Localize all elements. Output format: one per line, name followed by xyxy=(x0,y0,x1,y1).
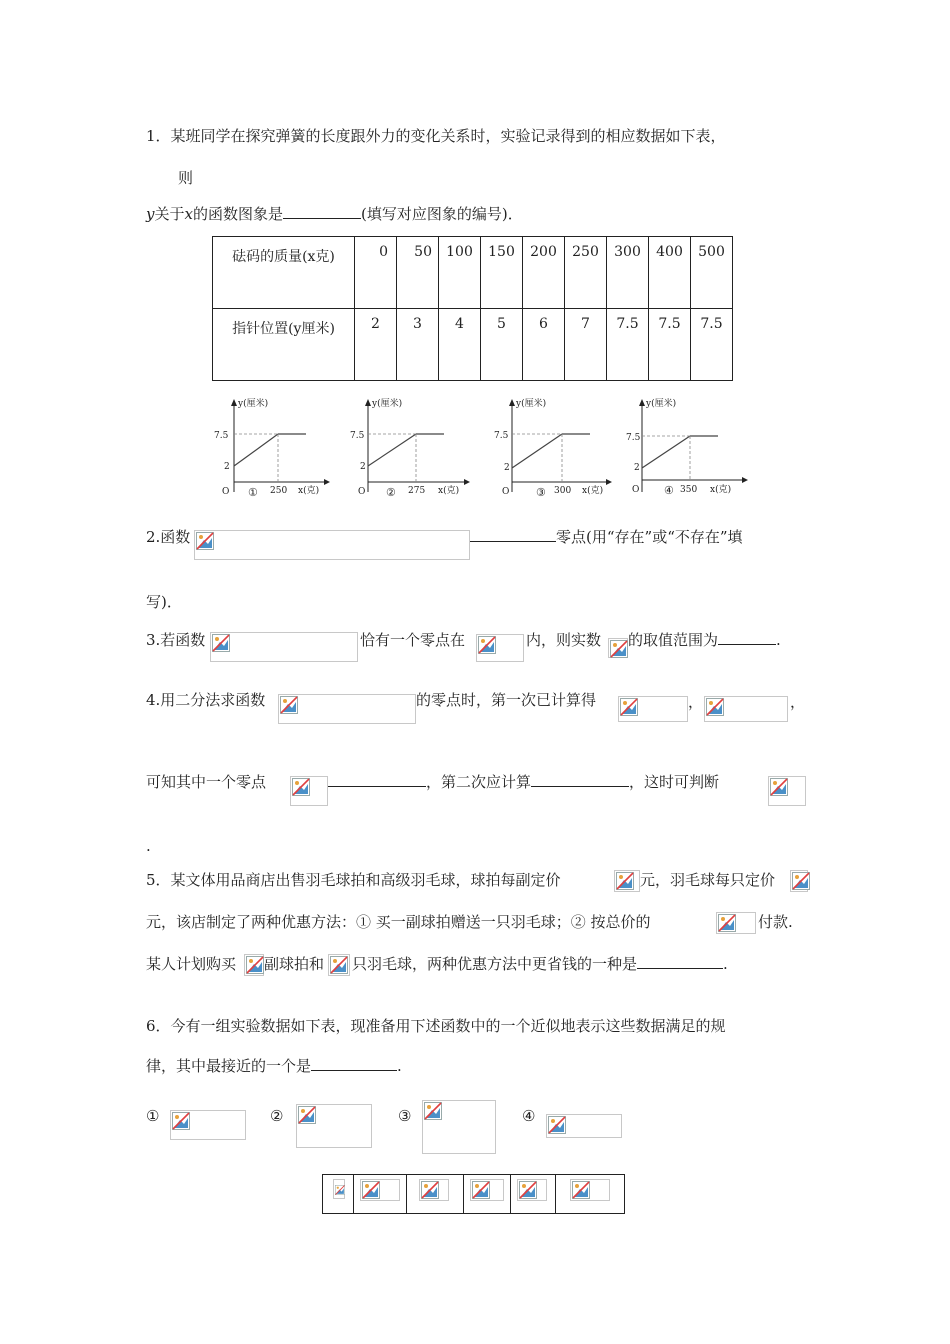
q3-text-b: 恰有一个零点在 xyxy=(360,631,466,649)
table-cell: 5 xyxy=(481,309,523,381)
q6-text-b: 律，其中最接近的一个是 xyxy=(146,1057,312,1075)
graph-xval: 250 xyxy=(270,486,288,496)
table-cell: 100 xyxy=(439,237,481,309)
cell-image xyxy=(470,1179,504,1201)
option-3-label: ③ xyxy=(398,1107,412,1125)
table-cell xyxy=(323,1175,354,1214)
formula-image xyxy=(704,696,788,722)
broken-image-icon xyxy=(572,1181,590,1199)
table-cell: 2 xyxy=(355,309,397,381)
table-cell xyxy=(511,1175,556,1214)
table-cell xyxy=(464,1175,511,1214)
table-cell xyxy=(354,1175,407,1214)
q4-text-e: 可知其中一个零点 xyxy=(146,773,267,791)
q1-line2: 则 xyxy=(178,169,194,187)
q4-text-f: ，第二次应计算 xyxy=(426,773,532,791)
formula-image xyxy=(614,870,640,892)
cell-image xyxy=(419,1179,449,1201)
table-cell: 7.5 xyxy=(607,309,649,381)
q5-line xyxy=(352,954,728,974)
broken-image-icon xyxy=(424,1102,442,1120)
q5-answer-blank[interactable] xyxy=(637,954,723,969)
option-2-label: ② xyxy=(270,1107,284,1125)
broken-image-icon xyxy=(616,872,634,890)
formula-image xyxy=(328,954,350,976)
graph-xval: 275 xyxy=(408,486,426,496)
graph-y1: 7.5 xyxy=(350,431,365,441)
table-cell: 0 xyxy=(355,237,397,309)
table-cell xyxy=(556,1175,625,1214)
q5-text-g: 只羽毛球，两种优惠方法中更省钱的一种是 xyxy=(352,955,638,973)
table-cell: 300 xyxy=(607,237,649,309)
q5-text-a: 5．某文体用品商店出售羽毛球拍和高级羽毛球，球拍每副定价 xyxy=(146,871,561,889)
q6-text-a: 6．今有一组实验数据如下表，现准备用下述函数中的一个近似地表示这些数据满足的规 xyxy=(146,1017,726,1035)
q2-text-c: 写)． xyxy=(146,593,182,611)
formula-image xyxy=(194,530,470,560)
graph-origin: O xyxy=(632,485,640,495)
table-cell: 7 xyxy=(565,309,607,381)
mass-pointer-table xyxy=(212,236,733,381)
option-2-image xyxy=(296,1104,372,1148)
broken-image-icon xyxy=(718,914,736,932)
q5-text-c: 元，该店制定了两种优惠方法：① 买一副球拍赠送一只羽毛球；② 按总价的 xyxy=(146,913,651,931)
q4-text-a: 4.用二分法求函数 xyxy=(146,691,266,709)
formula-image xyxy=(476,634,524,662)
formula-image xyxy=(618,696,688,722)
q5-text-h: . xyxy=(723,955,728,973)
graph-y1: 7.5 xyxy=(494,431,509,441)
broken-image-icon xyxy=(548,1116,566,1134)
q4-text-h: . xyxy=(146,837,151,855)
table-cell: 500 xyxy=(691,237,733,309)
graph-3 xyxy=(480,396,612,504)
table-cell: 200 xyxy=(523,237,565,309)
formula-image xyxy=(768,776,806,806)
formula-image xyxy=(290,776,328,806)
graph-xval: 300 xyxy=(554,486,572,496)
graph-number: ③ xyxy=(536,486,546,499)
table-row xyxy=(213,309,733,381)
graph-number: ④ xyxy=(664,484,674,497)
graph-1 xyxy=(198,396,330,504)
table-row xyxy=(213,237,733,309)
broken-image-icon xyxy=(620,698,638,716)
broken-image-icon xyxy=(478,636,496,654)
q1-text-c: (填写对应图象的编号)． xyxy=(360,205,523,223)
q3-text-a: 3.若函数 xyxy=(146,631,206,649)
graph-origin: O xyxy=(222,487,230,497)
q5-text-e: 某人计划购买 xyxy=(146,955,237,973)
cell-image xyxy=(517,1179,547,1201)
option-1-image xyxy=(170,1110,246,1140)
broken-image-icon xyxy=(196,532,214,550)
graph-y0: 2 xyxy=(634,463,640,473)
q1-line1: 1．某班同学在探究弹簧的长度跟外力的变化关系时，实验记录得到的相应数据如下表， xyxy=(146,127,726,145)
broken-image-icon xyxy=(335,1181,345,1199)
formula-image xyxy=(210,632,358,662)
graph-y0: 2 xyxy=(504,463,510,473)
graph-2 xyxy=(338,396,470,504)
broken-image-icon xyxy=(298,1106,316,1124)
table-cell: 400 xyxy=(649,237,691,309)
option-4-image xyxy=(546,1114,622,1138)
graph-xlabel: x(克) xyxy=(710,485,732,495)
table-cell: 150 xyxy=(481,237,523,309)
q5-text-b: 元，羽毛球每只定价 xyxy=(640,871,776,889)
graph-ylabel: y(厘米) xyxy=(238,399,269,409)
broken-image-icon xyxy=(610,640,628,658)
graph-xlabel: x(克) xyxy=(298,486,320,496)
q1-answer-blank[interactable] xyxy=(283,204,361,219)
broken-image-icon xyxy=(212,634,230,652)
var-y: y xyxy=(146,205,155,223)
broken-image-icon xyxy=(770,778,788,796)
q4-zero-blank[interactable] xyxy=(328,772,426,787)
table-cell: 250 xyxy=(565,237,607,309)
broken-image-icon xyxy=(472,1181,490,1199)
table-cell: 4 xyxy=(439,309,481,381)
q6-line xyxy=(146,1056,402,1076)
graph-origin: O xyxy=(502,487,510,497)
table-cell: 3 xyxy=(397,309,439,381)
q5-text-f: 副球拍和 xyxy=(264,955,325,973)
q2-text-a: 2.函数 xyxy=(146,528,191,546)
option-4-label: ④ xyxy=(522,1107,536,1125)
table-cell: 7.5 xyxy=(691,309,733,381)
q6-answer-blank[interactable] xyxy=(311,1056,397,1071)
table-cell: 7.5 xyxy=(649,309,691,381)
q1-line3 xyxy=(146,204,523,224)
formula-image xyxy=(716,912,756,934)
q4-compute-blank[interactable] xyxy=(531,772,629,787)
graph-y1: 7.5 xyxy=(626,433,641,443)
broken-image-icon xyxy=(421,1181,439,1199)
table-cell: 50 xyxy=(397,237,439,309)
table-cell: 6 xyxy=(523,309,565,381)
broken-image-icon xyxy=(706,698,724,716)
q3-answer-blank[interactable] xyxy=(718,630,776,645)
graph-y0: 2 xyxy=(224,462,230,472)
row1-label: 砝码的质量(x克) xyxy=(213,237,355,309)
broken-image-icon xyxy=(330,956,348,974)
table-cell xyxy=(407,1175,464,1214)
graph-number: ① xyxy=(248,486,258,499)
graph-number: ② xyxy=(386,486,396,499)
q4-text-g: ，这时可判断 xyxy=(629,773,720,791)
cell-image xyxy=(570,1179,610,1201)
q3-line xyxy=(628,630,781,650)
q3-text-c: 内，则实数 xyxy=(526,631,602,649)
q4-text-c: ， xyxy=(688,693,704,711)
formula-image xyxy=(790,870,808,892)
q3-text-e: . xyxy=(776,631,781,649)
q2-answer-blank[interactable] xyxy=(470,527,556,542)
graph-origin: O xyxy=(358,487,366,497)
broken-image-icon xyxy=(280,696,298,714)
broken-image-icon xyxy=(519,1181,537,1199)
q6-text-c: . xyxy=(397,1057,402,1075)
table-row xyxy=(323,1175,625,1214)
q1-text-b: 的函数图象是 xyxy=(192,205,283,223)
graph-ylabel: y(厘米) xyxy=(372,399,403,409)
var-x: x xyxy=(184,205,193,223)
broken-image-icon xyxy=(362,1181,380,1199)
q3-text-d: 的取值范围为 xyxy=(628,631,719,649)
graph-4 xyxy=(618,396,750,504)
broken-image-icon xyxy=(172,1112,190,1130)
formula-image xyxy=(608,638,628,658)
q4-text-d: ， xyxy=(790,693,806,711)
q2-line xyxy=(470,527,743,547)
option-3-image xyxy=(422,1100,496,1154)
broken-image-icon xyxy=(246,956,264,974)
q1-text-a: 关于 xyxy=(154,205,185,223)
broken-image-icon xyxy=(792,872,810,890)
row2-label: 指针位置(y厘米) xyxy=(213,309,355,381)
experiment-data-table xyxy=(322,1174,625,1214)
formula-image xyxy=(278,694,416,724)
graph-ylabel: y(厘米) xyxy=(646,399,677,409)
graph-ylabel: y(厘米) xyxy=(516,399,547,409)
cell-image xyxy=(333,1179,345,1199)
q4-text-b: 的零点时，第一次已计算得 xyxy=(416,691,597,709)
broken-image-icon xyxy=(292,778,310,796)
formula-image xyxy=(244,954,264,976)
q5-text-d: 付款. xyxy=(758,913,793,931)
graph-xlabel: x(克) xyxy=(438,486,460,496)
graph-y1: 7.5 xyxy=(214,431,229,441)
graph-y0: 2 xyxy=(360,462,366,472)
cell-image xyxy=(360,1179,400,1201)
graph-xval: 350 xyxy=(680,485,698,495)
q2-text-b: 零点(用“存在”或“不存在”填 xyxy=(556,528,743,546)
q4-line xyxy=(328,772,719,792)
graph-xlabel: x(克) xyxy=(582,486,604,496)
option-1-label: ① xyxy=(146,1107,160,1125)
